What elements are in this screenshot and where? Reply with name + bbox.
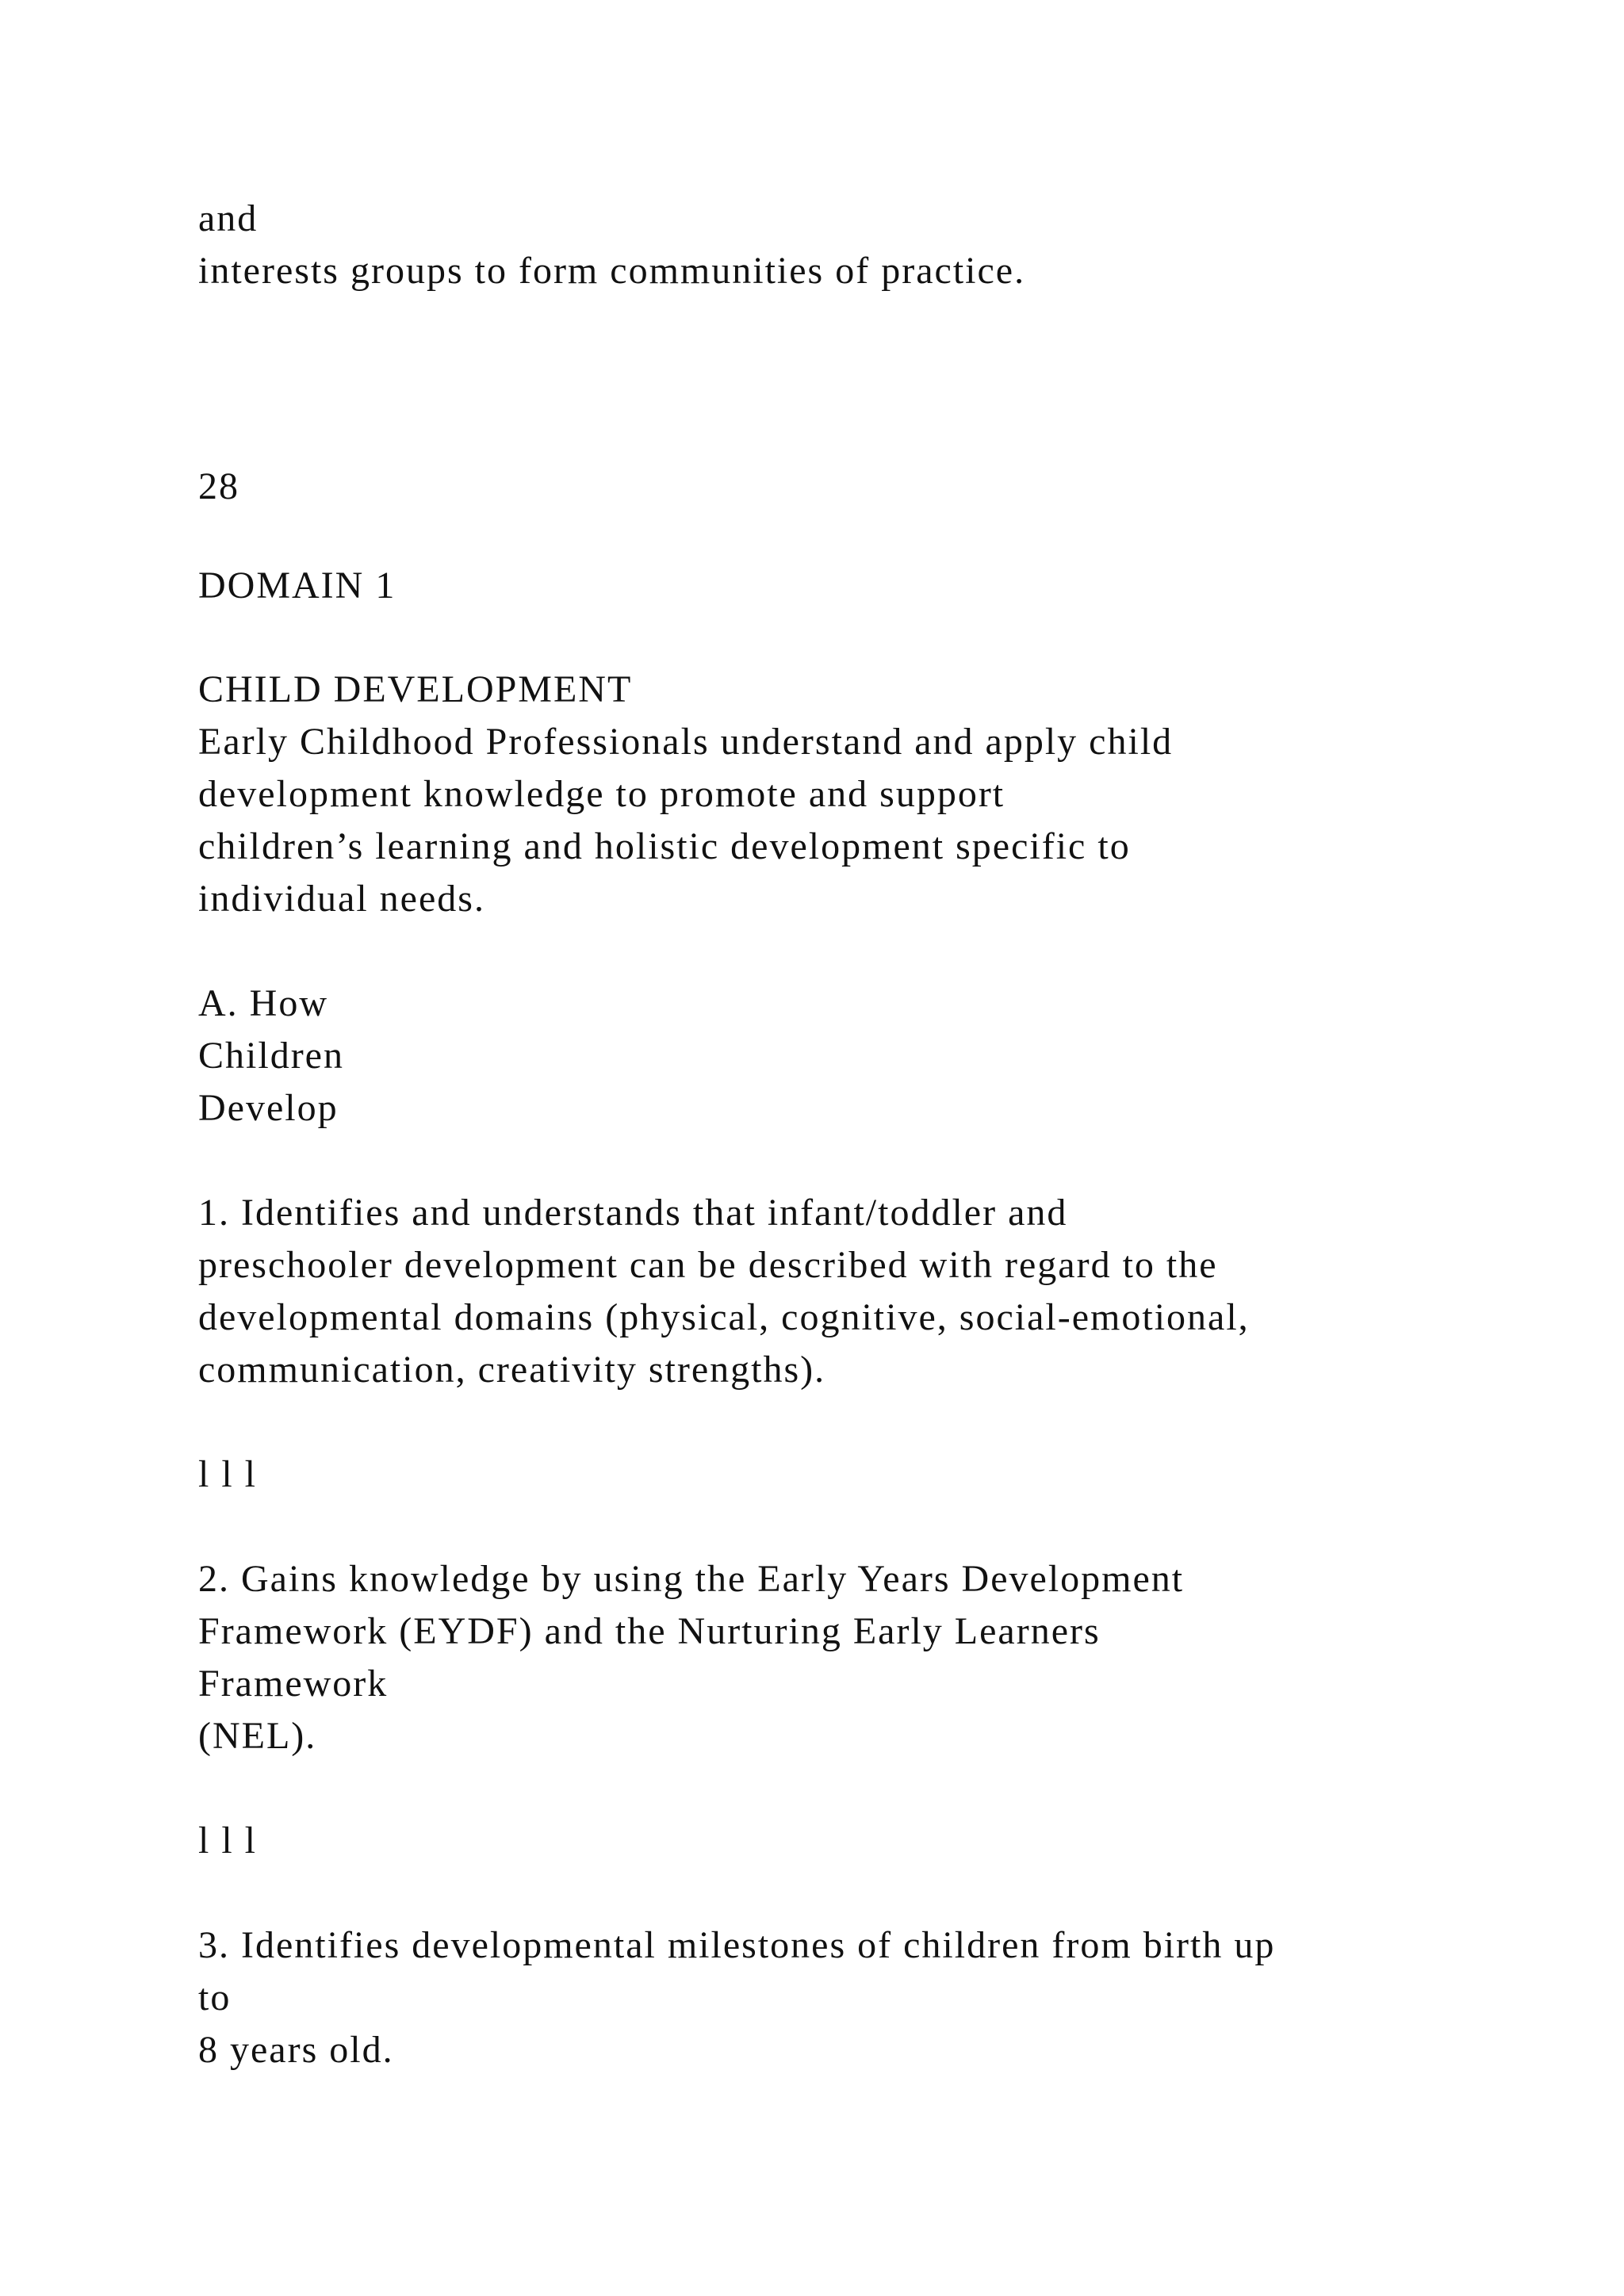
- text-line: developmental domains (physical, cognitive, social-emotional,: [198, 1296, 1250, 1338]
- text-line: and: [198, 197, 259, 239]
- text-line: (NEL).: [198, 1715, 317, 1757]
- text-line: 1. Identifies and understands that infant/toddler and: [198, 1192, 1068, 1234]
- rating-marks: l l l: [198, 1820, 258, 1862]
- text-line: interests groups to form communities of practice.: [198, 250, 1026, 292]
- subsection-heading: Develop: [198, 1087, 339, 1129]
- text-line: children’s learning and holistic development specific to: [198, 825, 1131, 867]
- rating-marks: l l l: [198, 1453, 258, 1495]
- page-number: 28: [198, 465, 239, 507]
- text-line: communication, creativity strengths).: [198, 1349, 826, 1391]
- text-line: individual needs.: [198, 878, 485, 920]
- subsection-heading: A. How: [198, 982, 328, 1024]
- text-line: to: [198, 1976, 232, 2019]
- subsection-heading: Children: [198, 1035, 344, 1077]
- text-line: preschooler development can be described with regard to the: [198, 1244, 1218, 1286]
- text-line: 3. Identifies developmental milestones of children from birth up: [198, 1924, 1276, 1966]
- text-line: 8 years old.: [198, 2029, 394, 2071]
- domain-heading: DOMAIN 1: [198, 564, 396, 607]
- text-line: 2. Gains knowledge by using the Early Years Development: [198, 1558, 1185, 1600]
- section-title: CHILD DEVELOPMENT: [198, 668, 633, 710]
- text-line: development knowledge to promote and support: [198, 773, 1005, 815]
- text-line: Framework: [198, 1663, 389, 1705]
- text-line: Framework (EYDF) and the Nurturing Early Learners: [198, 1610, 1101, 1652]
- text-line: Early Childhood Professionals understand and apply child: [198, 721, 1174, 763]
